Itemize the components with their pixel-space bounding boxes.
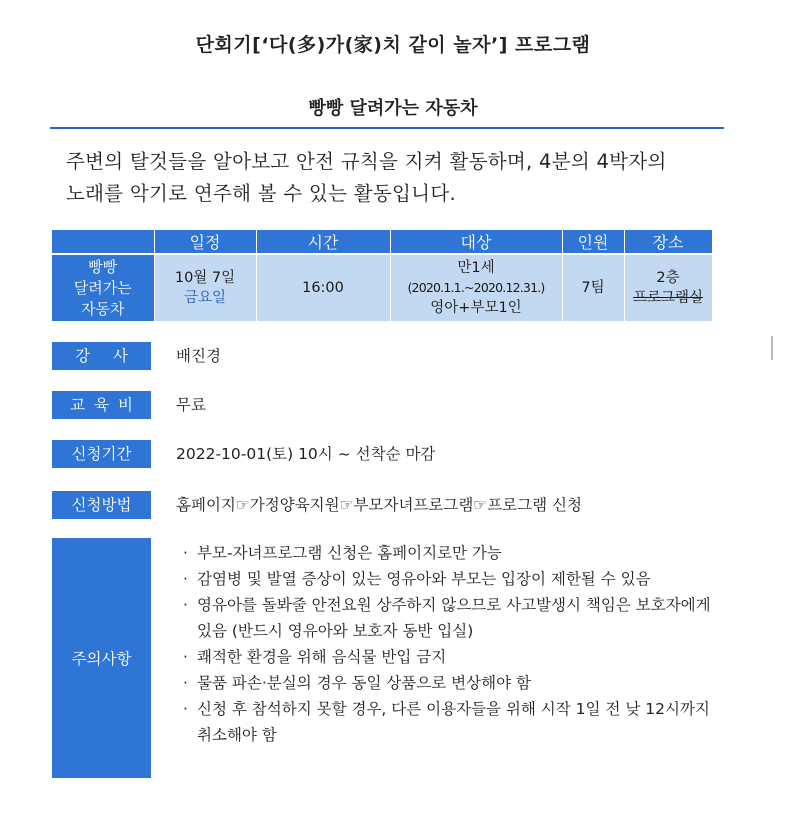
target-participants: 영아+부모1인 xyxy=(430,300,522,316)
notice-item xyxy=(183,644,713,670)
fee-value: 무료 xyxy=(176,396,206,414)
date-cell xyxy=(154,254,256,321)
target-birth-range: (2020.1.1.~2020.12.31.) xyxy=(407,280,545,295)
schedule-table xyxy=(52,230,713,321)
notice-text: 감염병 및 발열 증상이 있는 영유아와 부모는 입장이 제한될 수 있음 xyxy=(197,570,651,588)
time-cell: 16:00 xyxy=(256,254,390,321)
target-age: 만1세 xyxy=(457,260,495,276)
schedule-row xyxy=(52,254,712,321)
place-cell xyxy=(624,254,712,321)
notice-text: 부모-자녀프로그램 신청은 홈페이지로만 가능 xyxy=(197,544,502,562)
method-value: 홈페이지☞가정양육지원☞부모자녀프로그램☞프로그램 신청 xyxy=(176,496,582,514)
notice-item xyxy=(183,670,713,696)
bullet: · xyxy=(183,674,188,692)
notice-item xyxy=(183,592,713,644)
program-name-line: 달려가는 xyxy=(73,278,132,297)
bullet: · xyxy=(183,648,188,666)
period-label: 신청기간 xyxy=(52,440,151,468)
schedule-header-row xyxy=(52,230,712,254)
notice-item xyxy=(183,540,713,566)
method-label: 신청방법 xyxy=(52,491,151,519)
notice-list xyxy=(183,540,713,748)
page-edge-mark xyxy=(771,336,773,360)
program-name-line: 빵빵 xyxy=(88,257,118,276)
intro-line-2: 노래를 악기로 연주해 볼 수 있는 활동입니다. xyxy=(66,182,456,205)
notice-text: 쾌적한 환경을 위해 음식물 반입 금지 xyxy=(197,648,447,666)
fee-label: 교육비 xyxy=(52,391,151,419)
people-cell: 7팀 xyxy=(562,254,624,321)
intro-text xyxy=(66,146,734,210)
header-place: 장소 xyxy=(624,230,712,254)
notice-text: 신청 후 참석하지 못할 경우, 다른 이용자들을 위해 시작 1일 전 낮 12시까지 취소해야 함 xyxy=(197,700,710,744)
program-name-cell xyxy=(52,254,154,321)
notice-text: 영유아를 돌봐줄 안전요원 상주하지 않으므로 사고발생시 책임은 보호자에게 있음 (반드시 영유아와 보호자 동반 입실) xyxy=(197,596,711,640)
header-time: 시간 xyxy=(256,230,390,254)
place-floor: 2층 xyxy=(656,270,680,286)
bullet: · xyxy=(183,570,188,588)
date-value: 10월 7일 xyxy=(174,270,236,286)
bullet: · xyxy=(183,700,188,718)
instructor-label: 강 사 xyxy=(52,342,151,370)
header-target: 대상 xyxy=(390,230,562,254)
instructor-value: 배진경 xyxy=(176,347,221,365)
header-blank-cell xyxy=(52,230,154,254)
intro-line-1: 주변의 탈것들을 알아보고 안전 규칙을 지켜 활동하며, 4분의 4박자의 xyxy=(66,150,667,173)
target-cell xyxy=(390,254,562,321)
program-title: 단회기[‘다(多)가(家)치 같이 놀자’] 프로그램 xyxy=(195,34,591,56)
program-name-line: 자동차 xyxy=(81,299,125,318)
header-people: 인원 xyxy=(562,230,624,254)
notice-text: 물품 파손·분실의 경우 동일 상품으로 변상해야 함 xyxy=(197,674,531,692)
period-value: 2022-10-01(토) 10시 ~ 선착순 마감 xyxy=(176,445,436,463)
place-room: 프로그램실 xyxy=(632,290,704,306)
bullet: · xyxy=(183,544,188,562)
notice-item xyxy=(183,566,713,592)
bullet: · xyxy=(183,596,188,614)
notice-item xyxy=(183,696,713,748)
weekday-value: 금요일 xyxy=(183,290,227,306)
activity-title: 빵빵 달려가는 자동차 xyxy=(308,98,478,119)
title-divider xyxy=(50,127,724,129)
header-date: 일정 xyxy=(154,230,256,254)
notice-label: 주의사항 xyxy=(52,538,151,778)
